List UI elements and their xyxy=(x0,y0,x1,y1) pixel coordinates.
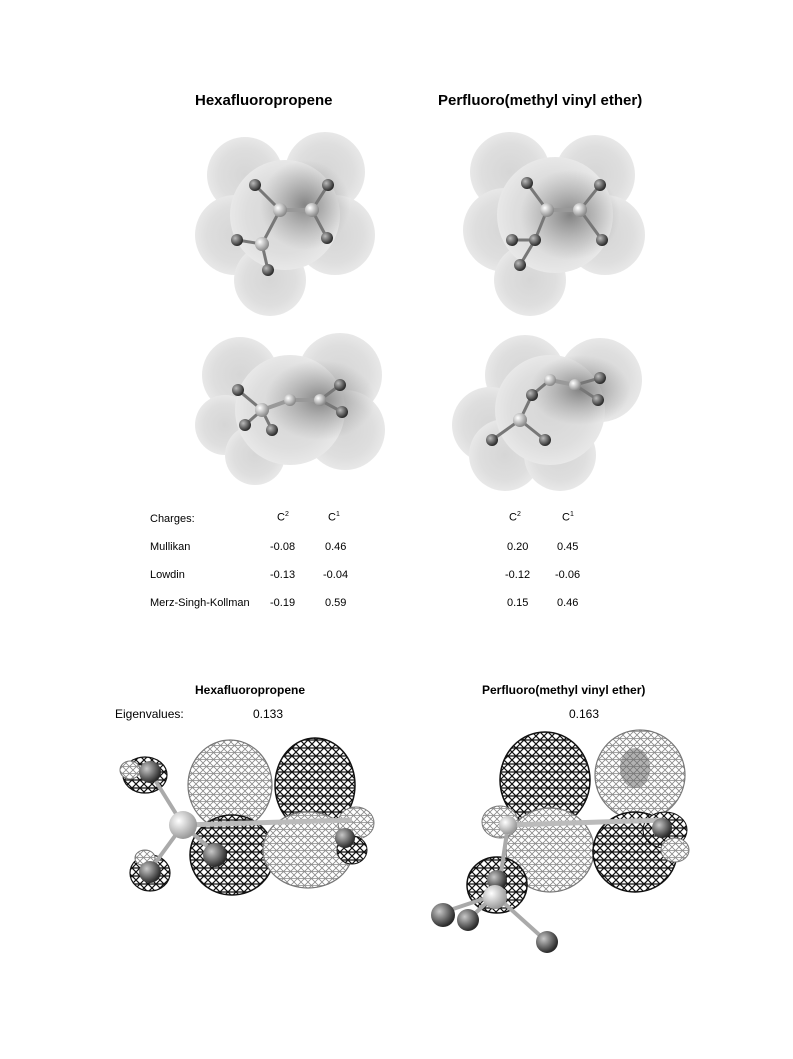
value-cell: 0.20 xyxy=(507,541,529,553)
value-cell: -0.08 xyxy=(270,541,296,553)
left-eigenvalue: 0.133 xyxy=(253,707,284,721)
value-cell: 0.45 xyxy=(557,541,579,553)
value-cell: -0.19 xyxy=(270,597,296,609)
row-name-lowdin: Lowdin xyxy=(150,569,185,581)
eigenvalues-label: Eigenvalues: xyxy=(115,707,184,721)
bottom-right-title: Perfluoro(methyl vinyl ether) xyxy=(482,683,646,697)
right-header-c1: $C^1$ xyxy=(562,511,574,524)
value-cell: 0.59 xyxy=(325,597,347,609)
bottom-left-title: Hexafluoropropene xyxy=(195,683,306,697)
top-left-title: Hexafluoropropene xyxy=(195,92,333,109)
left-header-c1: $C^1$ xyxy=(328,511,340,524)
right-header-c2: $C^2$ xyxy=(509,511,521,524)
hfp-orbital xyxy=(120,738,374,895)
value-cell: 0.46 xyxy=(325,541,347,553)
right-eigenvalue: 0.163 xyxy=(569,707,600,721)
row-name-msk: Merz-Singh-Kollman xyxy=(150,597,250,609)
value-cell: -0.12 xyxy=(505,569,531,581)
value-cell: -0.04 xyxy=(323,569,349,581)
left-header-c2: $C^2$ xyxy=(277,511,289,524)
row-name-mullikan: Mullikan xyxy=(150,541,191,553)
value-cell: -0.13 xyxy=(270,569,296,581)
pmve-orbital xyxy=(431,730,689,953)
value-cell: -0.06 xyxy=(555,569,581,581)
top-right-title: Perfluoro(methyl vinyl ether) xyxy=(438,92,643,109)
value-cell: 0.15 xyxy=(507,597,529,609)
charges-label: Charges: xyxy=(150,513,195,525)
value-cell: 0.46 xyxy=(557,597,579,609)
